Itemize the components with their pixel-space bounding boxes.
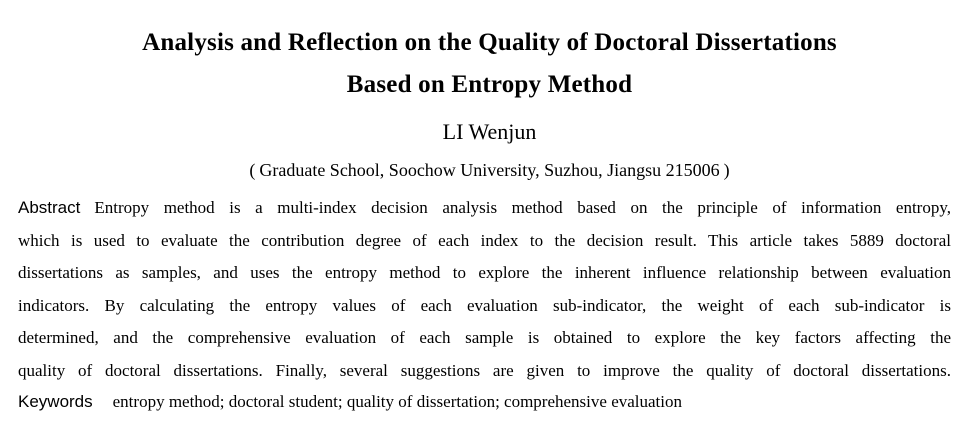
abstract-line-1 xyxy=(18,192,951,225)
abstract-line-4: indicators. By calculating the entropy values of each evaluation sub-indicator, the weight of each sub-indicator is xyxy=(18,295,951,315)
author-name: LI Wenjun xyxy=(442,119,537,144)
abstract-line-3: dissertations as samples, and uses the entropy method to explore the inherent influence relationship between evaluation xyxy=(18,263,951,283)
author-affiliation xyxy=(0,158,979,182)
abstract-label: Abstract xyxy=(18,198,81,217)
keywords-label: Keywords xyxy=(18,392,93,411)
affiliation-close-paren: ) xyxy=(723,160,730,180)
keywords-text: entropy method; doctoral student; quality of dissertation; comprehensive evaluation xyxy=(112,392,682,411)
affiliation-open-paren: ( xyxy=(249,160,256,180)
paper-title-line-1: Analysis and Reflection on the Quality of Doctoral Dissertations xyxy=(142,29,837,56)
affiliation-text: Graduate School, Soochow University, Suzhou, Jiangsu 215006 xyxy=(259,160,720,180)
abstract-block xyxy=(18,192,951,388)
keywords-line xyxy=(18,388,951,416)
abstract-line-1-text: Entropy method is a multi-index decision analysis method based on the principle of information entropy, xyxy=(94,198,951,217)
abstract-line-5: determined, and the comprehensive evaluation of each sample is obtained to explore the key factors affecting the xyxy=(18,328,951,348)
abstract-line-6: quality of doctoral dissertations. Finally, several suggestions are given to improve the quality of doctoral dissertations. xyxy=(18,360,951,380)
abstract-line-2: which is used to evaluate the contribution degree of each index to the decision result. This article takes 5889 doctoral xyxy=(18,230,951,250)
paper-title-line-2: Based on Entropy Method xyxy=(346,71,633,98)
